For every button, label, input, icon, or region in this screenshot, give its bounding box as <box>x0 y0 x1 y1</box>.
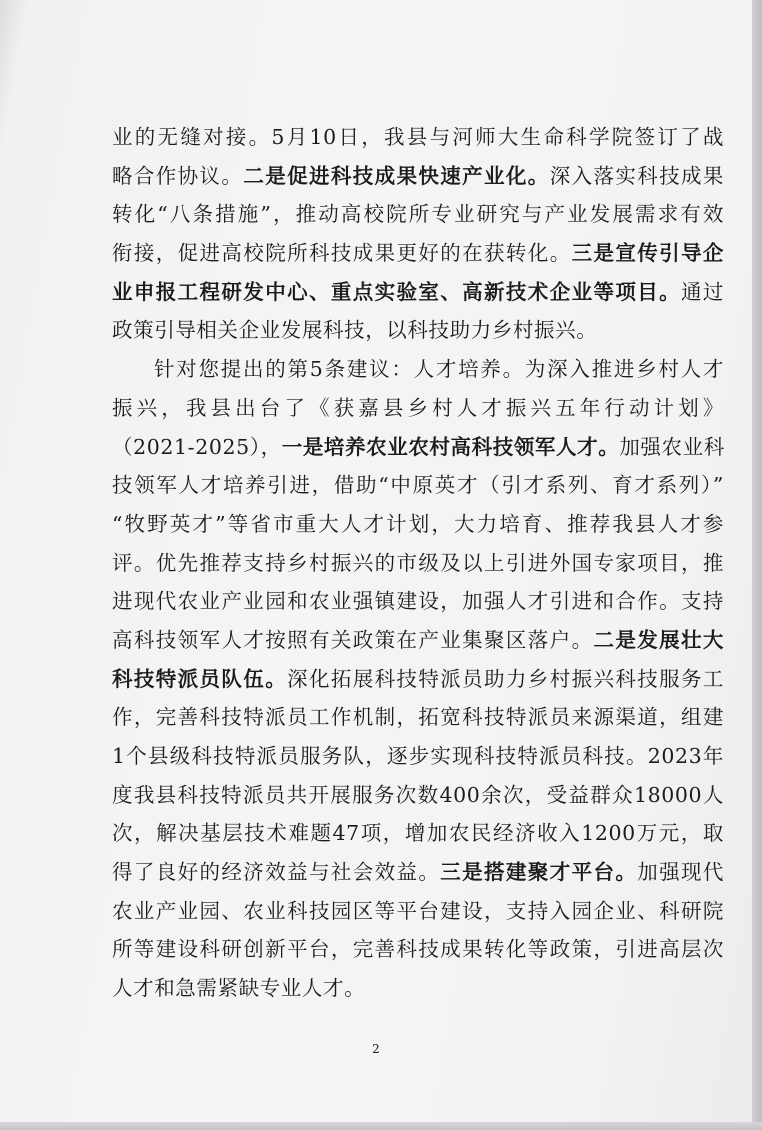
text-line <box>112 737 724 776</box>
text-line <box>112 350 724 389</box>
text-line <box>112 273 724 312</box>
text-line <box>112 969 724 1008</box>
line-trailing-text: 深入落实科技成果 <box>549 163 724 188</box>
line-text: “牧野英才”等省市重大人才计划，大力培育、推荐我县人才参 <box>112 511 724 536</box>
text-line <box>112 544 724 583</box>
line-trailing-text: 深化拓展科技特派员助力乡村振兴科技服务工 <box>287 666 724 691</box>
line-text: 农业产业园、农业科技园区等平台建设，支持入园企业、科研院 <box>112 898 724 923</box>
line-text: 政策引导相关企业发展科技，以科技助力乡村振兴。 <box>112 318 598 343</box>
line-bold-text: 二是促进科技成果快速产业化。 <box>243 163 550 188</box>
line-text: 得了良好的经济效益与社会效益。 <box>112 860 441 885</box>
line-text: 转化“八条措施”，推动高校院所专业研究与产业发展需求有效 <box>112 202 724 227</box>
text-line <box>112 428 724 467</box>
line-text: 高科技领军人才按照有关政策在产业集聚区落户。 <box>112 627 594 652</box>
line-text: 次，解决基层技术难题47项，增加农民经济收入1200万元，取 <box>112 821 724 846</box>
line-text: 进现代农业产业园和农业强镇建设，加强人才引进和合作。支持 <box>112 589 724 614</box>
text-line <box>112 892 724 931</box>
text-line <box>112 234 724 273</box>
text-line <box>112 195 724 234</box>
line-text: 业的无缝对接。5月10日，我县与河师大生命科学院签订了战 <box>112 125 724 149</box>
line-text: 人才和急需紧缺专业人才。 <box>112 976 366 1001</box>
line-text: 衔接，促进高校院所科技成果更好的在获转化。 <box>112 241 572 266</box>
line-text: 略合作协议。 <box>112 163 244 188</box>
text-line <box>112 660 724 699</box>
line-text: 作，完善科技特派员工作机制，拓宽科技特派员来源渠道，组建 <box>112 705 724 730</box>
line-text: 度我县科技特派员共开展服务次数400余次，受益群众18000人 <box>112 782 724 807</box>
text-line <box>112 466 724 505</box>
line-text: 振兴，我县出台了《获嘉县乡村人才振兴五年行动计划》 <box>112 395 724 420</box>
line-trailing-text: 加强现代 <box>637 860 725 885</box>
text-line <box>112 311 724 350</box>
line-bold-text: 二是发展壮大 <box>593 627 724 652</box>
line-bold-text: 一是培养农业农村高科技领军人才。 <box>281 434 620 459</box>
line-bold-text: 业申报工程研发中心、重点实验室、高新技术企业等项目。 <box>112 279 682 304</box>
document-body <box>112 118 724 1008</box>
line-text: 评。优先推荐支持乡村振兴的市级及以上引进外国专家项目，推 <box>112 550 724 575</box>
line-text: 针对您提出的第5条建议：人才培养。为深入推进乡村人才 <box>154 357 724 382</box>
text-line <box>112 505 724 544</box>
text-line <box>112 698 724 737</box>
line-bold-text: 科技特派员队伍。 <box>112 666 288 691</box>
line-bold-text: 三是宣传引导企 <box>571 241 724 266</box>
text-line <box>112 157 724 196</box>
text-line <box>112 930 724 969</box>
text-line <box>112 389 724 428</box>
page-bottom-shadow <box>0 1122 762 1130</box>
text-line <box>112 118 724 157</box>
line-text: 1个县级科技特派员服务队，逐步实现科技特派员科技。2023年 <box>112 744 724 768</box>
text-line <box>112 853 724 892</box>
text-line <box>112 776 724 815</box>
page-edge-shadow <box>752 0 762 1130</box>
line-bold-text: 三是搭建聚才平台。 <box>440 860 638 885</box>
line-text: （2021-2025）， <box>112 434 282 459</box>
text-line <box>112 582 724 621</box>
page-number: 2 <box>372 1042 380 1056</box>
text-line <box>112 814 724 853</box>
line-trailing-text: 加强农业科 <box>619 434 725 459</box>
line-text: 所等建设科研创新平台，完善科技成果转化等政策，引进高层次 <box>112 937 724 962</box>
line-trailing-text: 通过 <box>681 279 725 304</box>
line-text: 技领军人才培养引进，借助“中原英才（引才系列、育才系列）” <box>112 473 724 498</box>
text-line <box>112 621 724 660</box>
